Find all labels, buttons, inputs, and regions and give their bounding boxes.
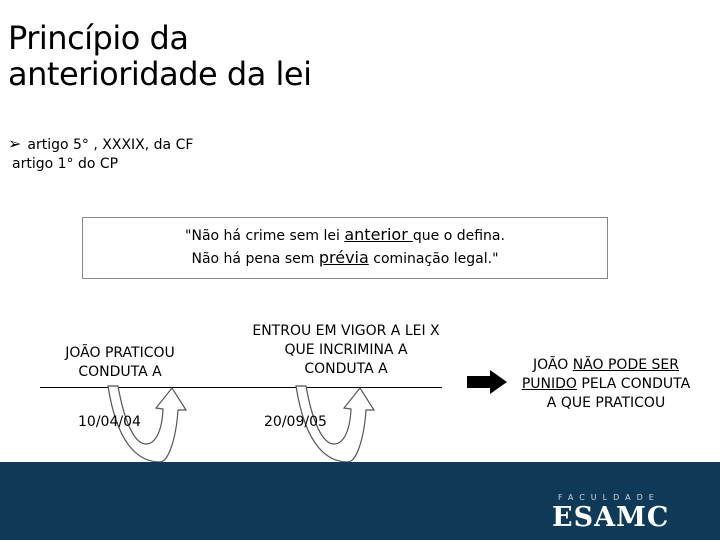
event-1-line-1: JOÃO PRATICOU	[65, 345, 175, 361]
arrow-bullet-icon: ➢	[8, 134, 22, 153]
quote-line-2-a: Não há pena sem	[191, 251, 319, 267]
quote-line-1-b: que o defina.	[412, 228, 505, 244]
result-w1: JOÃO	[533, 357, 573, 373]
event-1-line-2: CONDUTA A	[78, 364, 162, 380]
brand-logo: ESAMC	[552, 502, 670, 533]
quote-emphasis-previa: prévia	[318, 248, 369, 267]
result-w5: A QUE PRATICOU	[546, 395, 666, 411]
event-2-line-3: CONDUTA A	[304, 361, 388, 377]
brand-subtitle: FACULDADE	[558, 493, 660, 502]
result-text	[508, 356, 704, 413]
title-line-1: Princípio da	[8, 19, 189, 57]
date-1: 10/04/04	[78, 414, 141, 430]
quote-line-2-b: cominação legal."	[368, 251, 499, 267]
quote-line-1-a: "Não há crime sem lei	[185, 228, 345, 244]
result-w3: PUNIDO	[521, 376, 577, 392]
bullet-item-2: artigo 1° do CP	[12, 156, 119, 172]
title-line-2: anterioridade da lei	[8, 55, 312, 93]
date-2: 20/09/05	[264, 414, 327, 430]
result-w4: PELA CONDUTA	[576, 376, 691, 392]
bullet-item-1-text: artigo 5° , XXXIX, da CF	[27, 137, 194, 153]
result-w2: NÃO PODE SER	[572, 357, 679, 373]
quote-emphasis-anterior: anterior	[344, 225, 413, 244]
event-2-line-2: QUE INCRIMINA A	[284, 342, 408, 358]
right-arrow-icon	[467, 370, 507, 394]
event-2-line-1: ENTROU EM VIGOR A LEI X	[252, 323, 440, 339]
